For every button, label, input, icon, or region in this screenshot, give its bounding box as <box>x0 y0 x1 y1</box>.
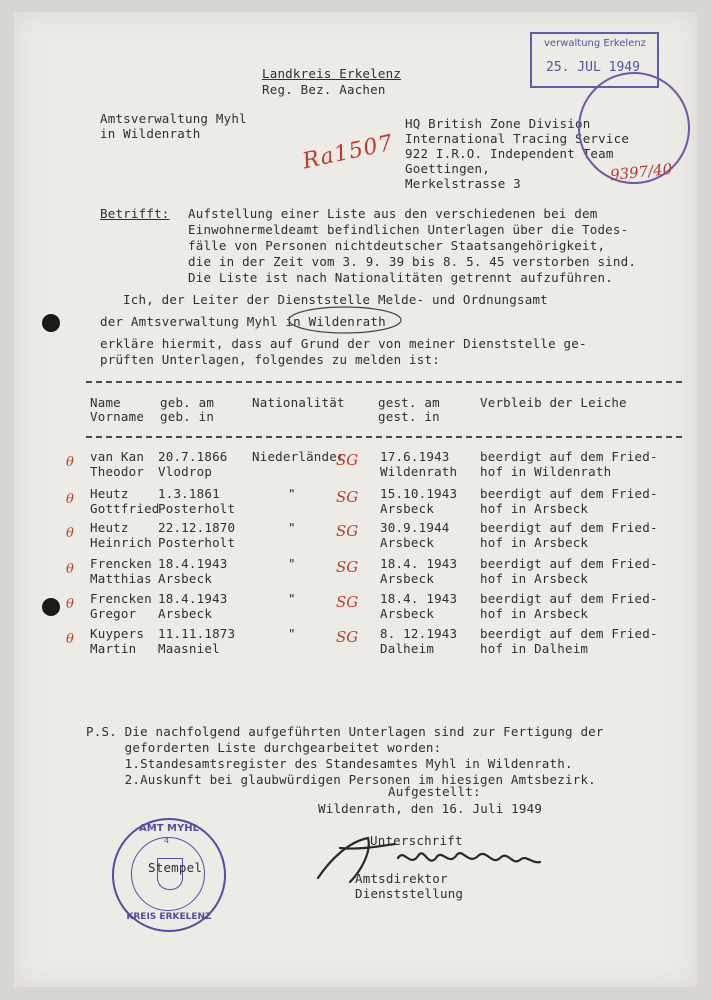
header-nationality: Nationalität <box>252 395 345 410</box>
cell-geb-am: 1.3.1861 <box>158 486 220 501</box>
seal-number: 4 <box>164 836 170 845</box>
sender-line-2: in Wildenrath <box>100 126 201 141</box>
subject-line-1: Aufstellung einer Liste aus den verschiedenen bei dem <box>188 206 598 221</box>
subject-line-4: die in der Zeit vom 3. 9. 39 bis 8. 5. 45 verstorben sind. <box>188 254 637 269</box>
signer-title: Amtsdirektor <box>355 871 448 886</box>
subject-line-2: Einwohnermeldeamt befindlichen Unterlagen über die Todes- <box>188 222 629 237</box>
cell-geb-am: 18.4.1943 <box>158 556 228 571</box>
cell-verbleib1: beerdigt auf dem Fried- <box>480 520 658 535</box>
cell-nat: Niederländer <box>252 449 345 464</box>
cell-name: Kuypers <box>90 626 145 641</box>
cell-verbleib2: hof in Arsbeck <box>480 606 589 621</box>
header-verbleib: Verbleib der Leiche <box>480 395 627 410</box>
cell-verbleib1: beerdigt auf dem Fried- <box>480 449 658 464</box>
cell-name: Frencken <box>90 591 152 606</box>
cell-vorname: Gregor <box>90 606 137 621</box>
cell-verbleib1: beerdigt auf dem Fried- <box>480 626 658 641</box>
cell-gest-in: Arsbeck <box>380 535 435 550</box>
header-gest-am: gest. am <box>378 395 440 410</box>
cell-gest-am: 17.6.1943 <box>380 449 450 464</box>
cell-geb-am: 18.4.1943 <box>158 591 228 606</box>
cell-vorname: Heinrich <box>90 535 152 550</box>
official-seal <box>112 818 226 932</box>
cell-geb-am: 20.7.1866 <box>158 449 228 464</box>
cell-nat: " <box>288 591 296 606</box>
stamp-office: verwaltung Erkelenz <box>544 38 646 49</box>
cell-nat: " <box>288 486 296 501</box>
red-margin-tick-icon: θ <box>66 492 74 507</box>
cell-name: Heutz <box>90 520 129 535</box>
recipient-line-4: Goettingen, <box>405 161 490 176</box>
subject-line-3: fälle von Personen nichtdeutscher Staatsangehörigkeit, <box>188 238 606 253</box>
cell-verbleib2: hof in Arsbeck <box>480 501 589 516</box>
cell-verbleib1: beerdigt auf dem Fried- <box>480 486 658 501</box>
aufgestellt-label: Aufgestellt: <box>388 784 481 799</box>
declaration-line-2: der Amtsverwaltung Myhl in Wildenrath <box>100 314 386 329</box>
red-sg-mark: SG <box>336 488 359 506</box>
cell-geb-in: Maasniel <box>158 641 220 656</box>
stempel-label: Stempel <box>148 860 203 875</box>
red-margin-tick-icon: θ <box>66 597 74 612</box>
cell-verbleib2: hof in Arsbeck <box>480 571 589 586</box>
red-sg-mark: SG <box>336 451 359 469</box>
cell-geb-am: 22.12.1870 <box>158 520 236 535</box>
header-vorname: Vorname <box>90 409 145 424</box>
subject-line-5: Die Liste ist nach Nationalitäten getrennt aufzuführen. <box>188 270 613 285</box>
cell-verbleib2: hof in Dalheim <box>480 641 589 656</box>
cell-nat: " <box>288 520 296 535</box>
red-margin-tick-icon: θ <box>66 526 74 541</box>
place-date: Wildenrath, den 16. Juli 1949 <box>318 801 543 816</box>
cell-vorname: Theodor <box>90 464 145 479</box>
cell-gest-am: 18.4. 1943 <box>380 556 458 571</box>
cell-gest-am: 30.9.1944 <box>380 520 450 535</box>
cell-vorname: Martin <box>90 641 137 656</box>
red-sg-mark: SG <box>336 628 359 646</box>
red-margin-tick-icon: θ <box>66 455 74 470</box>
red-sg-mark: SG <box>336 593 359 611</box>
recipient-line-5: Merkelstrasse 3 <box>405 176 521 191</box>
header-title: Landkreis Erkelenz <box>262 66 402 81</box>
cell-vorname: Matthias <box>90 571 152 586</box>
cell-geb-in: Posterholt <box>158 535 236 550</box>
declaration-line-4: prüften Unterlagen, folgendes zu melden ist: <box>100 352 440 367</box>
recipient-line-3: 922 I.R.O. Independent Team <box>405 146 614 161</box>
recipient-line-2: International Tracing Service <box>405 131 630 146</box>
cell-gest-in: Arsbeck <box>380 606 435 621</box>
cell-name: Frencken <box>90 556 152 571</box>
cell-geb-in: Vlodrop <box>158 464 213 479</box>
cell-verbleib2: hof in Wildenrath <box>480 464 612 479</box>
handwritten-file-number: 9397/40 <box>609 159 674 185</box>
stamp-date: 25. JUL 1949 <box>546 60 640 75</box>
handwritten-reference: Ra1507 <box>300 130 396 175</box>
declaration-line-1: Ich, der Leiter der Dienststelle Melde- und Ordnungsamt <box>123 292 548 307</box>
red-margin-tick-icon: θ <box>66 562 74 577</box>
seal-bottom-text: KREIS ERKELENZ <box>126 912 212 922</box>
cell-gest-in: Arsbeck <box>380 501 435 516</box>
red-margin-tick-icon: θ <box>66 632 74 647</box>
header-geb-am: geb. am <box>160 395 215 410</box>
red-sg-mark: SG <box>336 522 359 540</box>
red-sg-mark: SG <box>336 558 359 576</box>
cell-gest-in: Dalheim <box>380 641 435 656</box>
subject-label: Betrifft: <box>100 206 170 221</box>
postscript-line-2: geforderten Liste durchgearbeitet worden: <box>86 740 442 755</box>
postscript-line-1: P.S. Die nachfolgend aufgeführten Unterlagen sind zur Fertigung der <box>86 724 604 739</box>
signature-label: Unterschrift <box>370 833 463 848</box>
header-subtitle: Reg. Bez. Aachen <box>262 82 386 97</box>
cell-vorname: Gottfried <box>90 501 160 516</box>
cell-verbleib1: beerdigt auf dem Fried- <box>480 556 658 571</box>
declaration-line-3: erkläre hiermit, dass auf Grund der von meiner Dienststelle ge- <box>100 336 587 351</box>
cell-geb-in: Arsbeck <box>158 606 213 621</box>
cell-verbleib2: hof in Arsbeck <box>480 535 589 550</box>
cell-geb-in: Posterholt <box>158 501 236 516</box>
cell-nat: " <box>288 626 296 641</box>
seal-top-text: AMT MYHL <box>139 823 199 834</box>
signer-position: Dienststellung <box>355 886 464 901</box>
cell-geb-in: Arsbeck <box>158 571 213 586</box>
cell-gest-am: 18.4. 1943 <box>380 591 458 606</box>
cell-gest-am: 8. 12.1943 <box>380 626 458 641</box>
cell-verbleib1: beerdigt auf dem Fried- <box>480 591 658 606</box>
header-gest-in: gest. in <box>378 409 440 424</box>
postscript-line-4: 2.Auskunft bei glaubwürdigen Personen im hiesigen Amtsbezirk. <box>86 772 596 787</box>
cell-name: Heutz <box>90 486 129 501</box>
header-name: Name <box>90 395 121 410</box>
cell-gest-am: 15.10.1943 <box>380 486 458 501</box>
sender-line-1: Amtsverwaltung Myhl <box>100 111 247 126</box>
cell-gest-in: Arsbeck <box>380 571 435 586</box>
cell-gest-in: Wildenrath <box>380 464 458 479</box>
cell-geb-am: 11.11.1873 <box>158 626 236 641</box>
cell-name: van Kan <box>90 449 145 464</box>
postscript-line-3: 1.Standesamtsregister des Standesamtes Myhl in Wildenrath. <box>86 756 573 771</box>
recipient-line-1: HQ British Zone Division <box>405 116 591 131</box>
cell-nat: " <box>288 556 296 571</box>
header-geb-in: geb. in <box>160 409 215 424</box>
